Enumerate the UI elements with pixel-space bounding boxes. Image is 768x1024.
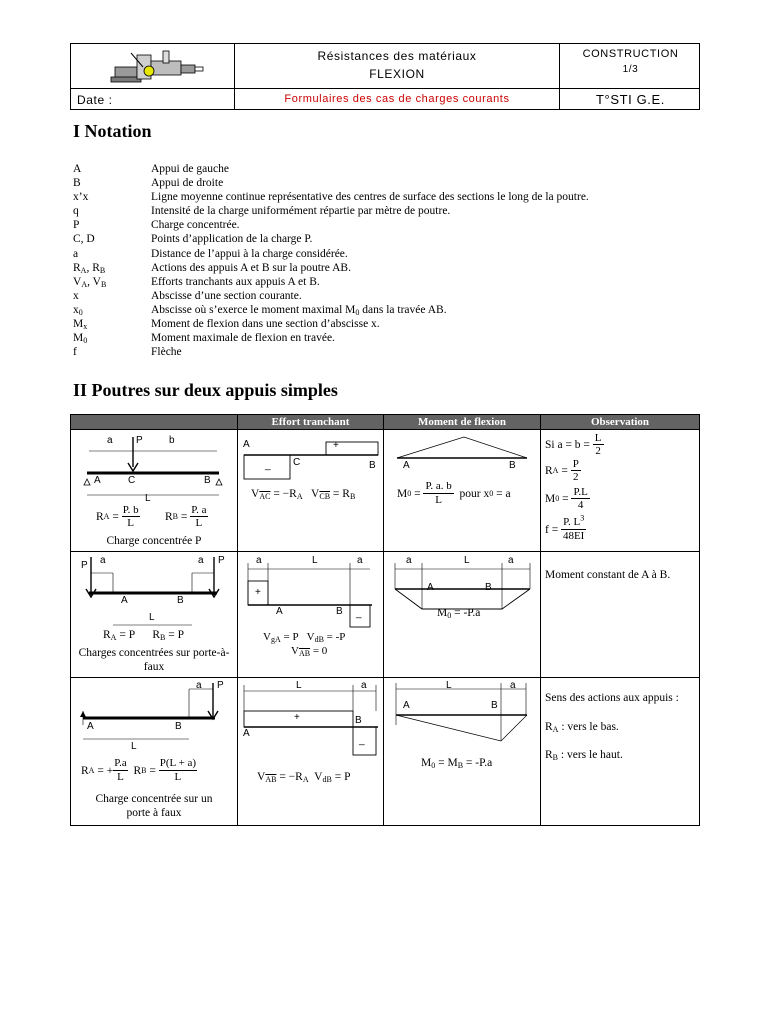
row1-shear-C: C xyxy=(293,457,301,468)
row2-reactions: $R_A = P$ $R_B = P$ xyxy=(103,629,184,642)
row1-shear-diagram xyxy=(238,415,383,551)
row2-moment-A: A xyxy=(427,582,434,593)
notation-row: a Distance de l’appui à la charge considérée. xyxy=(73,247,348,260)
row1-label-B: B xyxy=(204,475,211,486)
row2-label-P-right: P xyxy=(218,555,225,566)
row1-caption: Charge concentrée P xyxy=(106,535,202,547)
notation-row: $R_A$, $R_B$ Actions des appuis A et B sur la poutre AB. xyxy=(73,261,351,275)
doc-subject: FLEXION xyxy=(369,67,425,81)
row3-label-a: a xyxy=(196,680,202,691)
row1-reaction-RB: R B = $\frac{P. a}{L}$ xyxy=(165,504,207,529)
row2-shear-A: A xyxy=(276,606,283,617)
row2-shear-a-right: a xyxy=(357,555,363,566)
doc-title: Résistances des matériaux xyxy=(317,49,477,63)
row3-label-P: P xyxy=(217,680,224,691)
row1-moment-A: A xyxy=(403,460,410,471)
notation-row: $x_0$ Abscisse où s’exerce le moment maximal $M_0$ dans la travée AB. xyxy=(73,303,447,317)
row1-reaction-RA: R A = $\frac{P. b}{L}$ xyxy=(96,504,139,529)
notation-row: A Appui de gauche xyxy=(73,163,229,175)
row3-shear-minus: _ xyxy=(359,735,365,746)
row3-shear-B: B xyxy=(355,715,362,726)
row3-label-A: A xyxy=(87,721,94,732)
row3-caption: Charge concentrée sur un porte à faux xyxy=(95,793,213,819)
row3-obs-ra: $R_A$ : vers le bas. xyxy=(545,721,619,734)
row3-moment-A: A xyxy=(403,700,410,711)
notation-row: x’x Ligne moyenne continue représentative des centres de surface des sections le long de la poutre. xyxy=(73,191,589,204)
row3-shear-plus: + xyxy=(294,712,300,723)
row2-observation: Moment constant de A à B. xyxy=(545,569,671,581)
row2-label-B: B xyxy=(177,595,184,606)
page-number: 1/3 xyxy=(622,64,639,75)
row2-label-L: L xyxy=(149,612,155,623)
row1-shear-plus: + xyxy=(333,440,339,451)
date-label: Date : xyxy=(77,93,113,107)
section-beams-title: II Poutres sur deux appuis simples xyxy=(73,380,338,400)
row1-shear-A: A xyxy=(243,439,250,450)
row3-shear-L: L xyxy=(296,680,302,691)
notation-list xyxy=(73,162,589,359)
col-header-observation: Observation xyxy=(590,416,650,428)
formula-table xyxy=(70,414,700,826)
row3-label-B: B xyxy=(175,721,182,732)
notation-row: $M_x$ Moment de flexion dans une section d’abscisse x. xyxy=(73,318,380,332)
notation-row: x Abscisse d’une section courante. xyxy=(73,289,302,302)
row2-label-P-left: P xyxy=(81,560,88,571)
row2-moment-B: B xyxy=(485,582,492,593)
row1-shear-B: B xyxy=(369,460,376,471)
row2-label-a-right: a xyxy=(198,555,204,566)
notation-row: $V_A$, $V_B$ Efforts tranchants aux appuis A et B. xyxy=(73,275,320,289)
notation-row: f Flèche xyxy=(73,346,182,359)
row2-label-A: A xyxy=(121,595,128,606)
header-block xyxy=(70,43,700,110)
row3-shear-formula: $V_{\overline{AB}} = -R_A$ $V_{dB} = P$ xyxy=(257,771,351,784)
row1-obs-m0: M 0 = $\frac{P.L}{4}$ xyxy=(545,486,588,511)
row2-shear-formula-2: $V_{\overline{AB}} = 0$ xyxy=(291,645,328,658)
col-header-moment: Moment de flexion xyxy=(418,416,506,428)
row1-obs-si: Si a = b = $\frac{L}{2}$ xyxy=(545,432,602,457)
row3-obs-rb: $R_B$ : vers le haut. xyxy=(545,749,623,762)
doc-category: CONSTRUCTION xyxy=(582,48,679,60)
notation-row: q Intensité de la charge uniformément répartie par mètre de poutre. xyxy=(73,205,451,218)
row1-label-b: b xyxy=(169,435,175,446)
row2-label-a-left: a xyxy=(100,555,106,566)
row2-caption: Charges concentrées sur porte-à-faux xyxy=(78,647,230,673)
row1-label-A: A xyxy=(94,475,101,486)
row2-moment-a-left: a xyxy=(406,555,412,566)
class-label: T°STI G.E. xyxy=(596,92,665,107)
row2-shear-minus: _ xyxy=(356,608,362,619)
row3-shear-diagram xyxy=(238,677,383,827)
row2-moment-a-right: a xyxy=(508,555,514,566)
row3-moment-L: L xyxy=(446,680,452,691)
row3-moment-formula: $M_0 = M_B = -P.a$ xyxy=(421,757,493,770)
row1-obs-ra: R A = $\frac{P}{2}$ xyxy=(545,458,579,483)
school-logo xyxy=(107,47,207,87)
row3-obs-line1: Sens des actions aux appuis : xyxy=(545,692,679,704)
row3-reactions: R A = + $\frac{P.a}{L}$ R B = $\frac{P(L + a)}{L}$ xyxy=(81,757,197,783)
row2-shear-a-left: a xyxy=(256,555,262,566)
notation-row: B Appui de droite xyxy=(73,177,224,190)
row2-shear-plus: + xyxy=(255,587,261,598)
row2-moment-formula: $M_0 = -P.a$ xyxy=(437,607,481,620)
row3-shear-a: a xyxy=(361,680,367,691)
row1-shear-minus: _ xyxy=(265,460,271,471)
row3-moment-a: a xyxy=(510,680,516,691)
row2-shear-formula: $V_{gA} = P$ $V_{dB} = -P$ xyxy=(263,631,346,644)
row1-obs-f: f = $\frac{P. L^3}{48EI}$ xyxy=(545,513,585,542)
row3-label-L: L xyxy=(131,741,137,752)
row1-label-C: C xyxy=(128,475,136,486)
doc-subtitle: Formulaires des cas de charges courants xyxy=(284,93,510,105)
section-notation-title: I Notation xyxy=(73,121,152,141)
notation-row: $M_0$ Moment maximale de flexion en travée. xyxy=(73,332,335,346)
row3-shear-A: A xyxy=(243,728,250,739)
row1-label-L: L xyxy=(145,493,151,504)
row2-shear-B: B xyxy=(336,606,343,617)
row2-moment-L: L xyxy=(464,555,470,566)
row3-moment-B: B xyxy=(491,700,498,711)
row1-shear-formula: $V_{\overline{AC}} = -R_A$ $V_{\overline{CB}} = R_B$ xyxy=(251,488,356,501)
notation-row: C, D Points d’application de la charge P. xyxy=(73,233,313,246)
row1-label-P: P xyxy=(136,435,143,446)
row1-label-a: a xyxy=(107,435,113,446)
row1-moment-B: B xyxy=(509,460,516,471)
col-header-shear: Effort tranchant xyxy=(271,416,350,428)
notation-row: P Charge concentrée. xyxy=(73,219,240,232)
row1-moment-formula: M 0 = $\frac{P. a. b}{L}$ pour x 0 = a xyxy=(397,480,511,506)
row2-shear-L: L xyxy=(312,555,318,566)
